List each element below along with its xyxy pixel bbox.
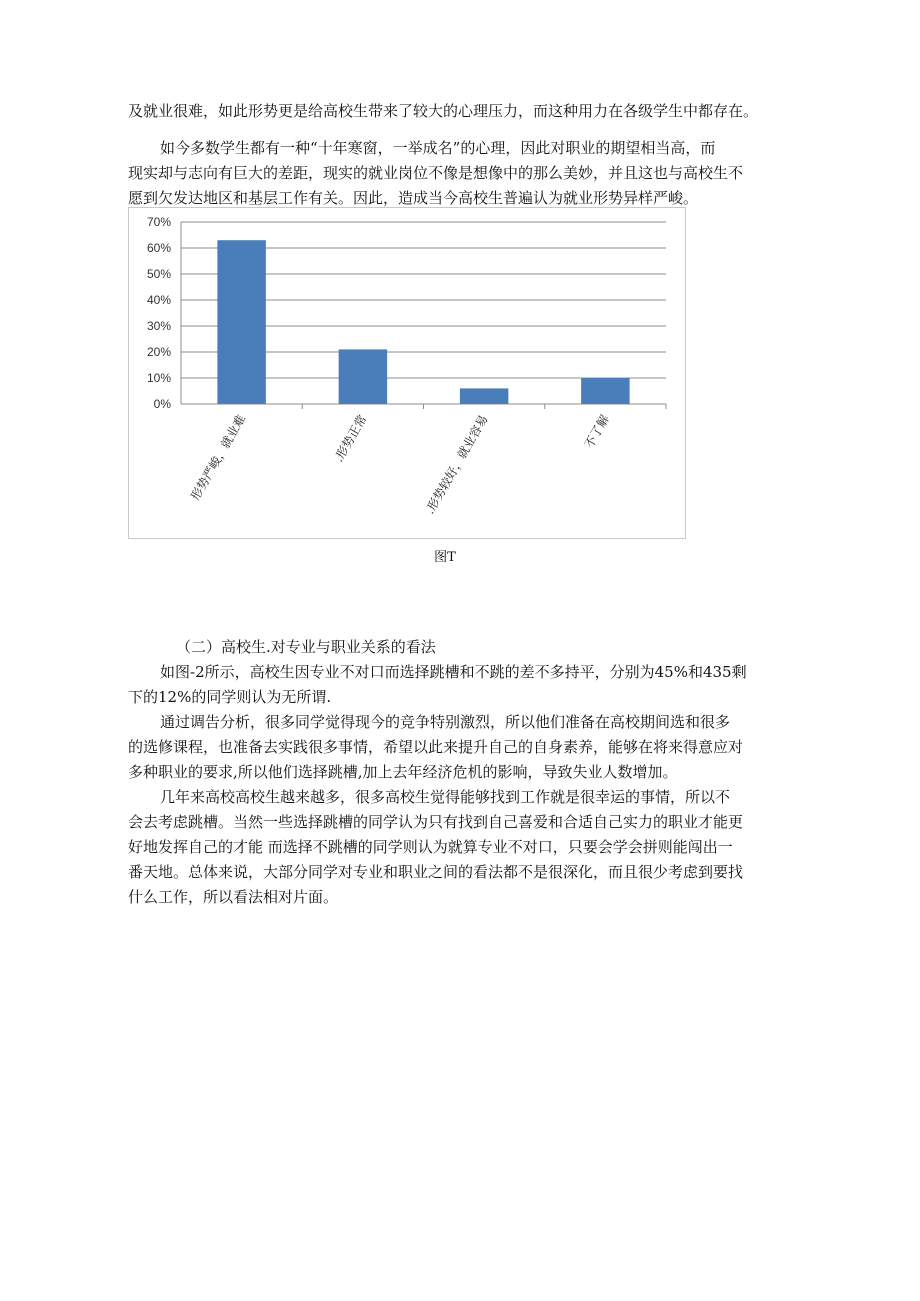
text-line: 下的12%的同学则认为无所谓. (128, 688, 332, 706)
text-line: 通过调告分析，很多同学觉得现今的竞争特别激烈，所以他们准备在高校期间选和很多 (160, 713, 731, 731)
y-tick-label: 60% (146, 241, 171, 255)
y-axis-ticks (147, 215, 171, 411)
intro-paragraph-1 (128, 99, 818, 124)
y-tick-label: 70% (146, 215, 171, 229)
text-line: 番天地。总体来说，大部分同学对专业和职业之间的看法都不是很深化，而且很少考虑到要找 (128, 863, 744, 881)
text-line: 好地发挥自己的才能 而选择不跳槽的同学则认为就算专业不对口，只要会学会拼则能闯出一 (128, 838, 733, 856)
y-tick-label: 20% (146, 345, 171, 359)
text-line: 几年来高校高校生越来越多，很多高校生觉得能够找到工作就是很幸运的事情，所以不 (160, 788, 731, 806)
bar-chart (128, 207, 686, 539)
x-tick-label: .形势正常 (331, 412, 370, 465)
body-paragraph-1 (128, 660, 818, 710)
text-line: 什么工作，所以看法相对片面。 (128, 888, 339, 906)
x-axis-labels (187, 412, 612, 516)
y-tick-label: 40% (146, 293, 171, 307)
body-paragraph-3 (128, 785, 818, 910)
y-tick-label: 10% (146, 371, 171, 385)
x-tick-label: .形势较好，就业容易 (422, 412, 491, 517)
bar-chart-svg (129, 208, 685, 538)
bar (339, 349, 388, 404)
x-tick-label: 形势严峻，就业难 (188, 412, 249, 503)
text-line: 现实却与志向有巨大的差距，现实的就业岗位不像是想像中的那么美妙，并且这也与高校生不 (128, 164, 744, 182)
text-line: 如图-2所示，高校生因专业不对口而选择跳槽和不跳的差不多持平，分别为45%和435剩 (160, 663, 747, 681)
bar (581, 378, 630, 404)
body-paragraph-2 (128, 710, 818, 785)
text-line: 如今多数学生都有一种“十年寒窗，一举成名”的心理，因此对职业的期望相当高，而 (160, 139, 716, 157)
intro-paragraph-2 (128, 136, 818, 211)
y-tick-label: 30% (146, 319, 171, 333)
bar (460, 388, 509, 404)
y-tick-label: 50% (146, 267, 171, 281)
bar (217, 240, 266, 404)
y-tick-label: 0% (153, 397, 171, 411)
section-title: （二）高校生.对专业与职业关系的看法 (176, 638, 436, 656)
x-tick-label: 不了解 (581, 412, 612, 451)
figure-caption: 图T (434, 550, 456, 565)
text-line: 的选修课程，也准备去实践很多事情，希望以此来提升自己的自身素养，能够在将来得意应对 (128, 738, 744, 756)
text-line: 及就业很难，如此形势更是给高校生带来了较大的心理压力，而这种用力在各级学生中都存在。 (128, 102, 759, 120)
text-line: 多种职业的要求,所以他们选择跳槽,加上去年经济危机的影响，导致失业人数增加。 (128, 763, 678, 781)
text-line: 愿到欠发达地区和基层工作有关。因此，造成当今高校生普遍认为就业形势异样严峻。 (128, 189, 699, 207)
text-line: 会去考虑跳槽。当然一些选择跳槽的同学认为只有找到自己喜爱和合适自己实力的职业才能更 (128, 813, 744, 831)
